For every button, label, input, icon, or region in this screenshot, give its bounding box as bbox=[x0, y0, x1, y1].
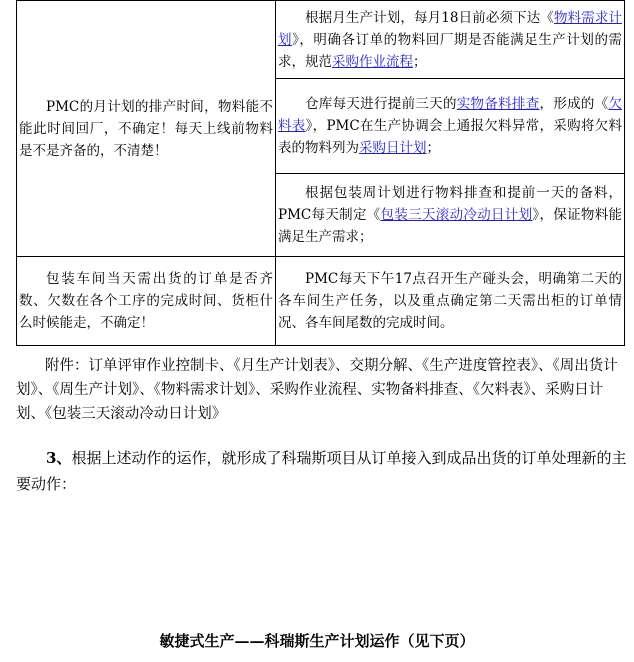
issue-text-material: PMC的月计划的排产时间，物料能不能此时间回厂，不确定！每天上线前物料是不是齐备的，不清楚！ bbox=[19, 98, 273, 159]
section-3-paragraph bbox=[16, 445, 628, 497]
solution-text-warehouse: 仓库每天进行提前三天的实物备料排查，形成的《欠料表》，PMC在生产协调会上通报欠料异常，采购将欠料表的物料列为采购日计划； bbox=[278, 96, 623, 156]
link-packaging-rolling-plan[interactable]: 包装三天滚动冷动日计划 bbox=[380, 207, 533, 223]
solution-text-meeting: PMC每天下午17点召开生产碰头会，明确第二天的各车间生产任务，以及重点确定第二天需出柜的订单情况、各车间尾数的完成时间。 bbox=[278, 271, 622, 331]
solution-text-monthly: 根据月生产计划，每月18日前必须下达《物料需求计划》，明确各订单的物料回厂期是否能满足生产计划的需求，规范采购作业流程； bbox=[278, 9, 623, 70]
table-row bbox=[17, 257, 625, 346]
issue-cell-material bbox=[17, 1, 276, 257]
plan-issue-table bbox=[16, 0, 625, 346]
footer-title: 敏捷式生产——科瑞斯生产计划运作（见下页） bbox=[159, 632, 475, 650]
issue-cell-shipping bbox=[17, 257, 276, 346]
section-number: 3、 bbox=[46, 449, 72, 467]
solution-cell-monthly bbox=[276, 1, 625, 79]
solution-cell-warehouse bbox=[276, 79, 625, 174]
link-material-check[interactable]: 实物备料排查 bbox=[456, 96, 540, 112]
attachments-paragraph: 附件：订单评审作业控制卡、《月生产计划表》、交期分解、《生产进度管控表》、《周出货计划》、《周生产计划》、《物料需求计划》、采购作业流程、实物备料排查、《欠料表》、采购日计划、《包装三天滚动冷动日计划》 bbox=[16, 358, 618, 422]
link-material-requirement-plan[interactable]: 物料需求计划 bbox=[278, 9, 622, 48]
table-row bbox=[17, 1, 625, 79]
link-purchasing-daily-plan[interactable]: 采购日计划 bbox=[359, 140, 427, 156]
section-text: 根据上述动作的运作，就形成了科瑞斯项目从订单接入到成品出货的订单处理新的主要动作： bbox=[16, 449, 627, 493]
solution-cell-packaging bbox=[276, 174, 625, 257]
issue-text-shipping: 包装车间当天需出货的订单是否齐数、欠数在各个工序的完成时间、货柜什么时候能走，不确定！ bbox=[19, 271, 273, 331]
link-purchasing-workflow[interactable]: 采购作业流程 bbox=[332, 53, 413, 70]
link-shortage-table[interactable]: 欠料表 bbox=[278, 96, 623, 134]
solution-cell-meeting bbox=[276, 257, 625, 346]
solution-text-packaging: 根据包装周计划进行物料排查和提前一天的备料，PMC每天制定《包装三天滚动冷动日计划》，保证物料能满足生产需求； bbox=[278, 185, 622, 245]
